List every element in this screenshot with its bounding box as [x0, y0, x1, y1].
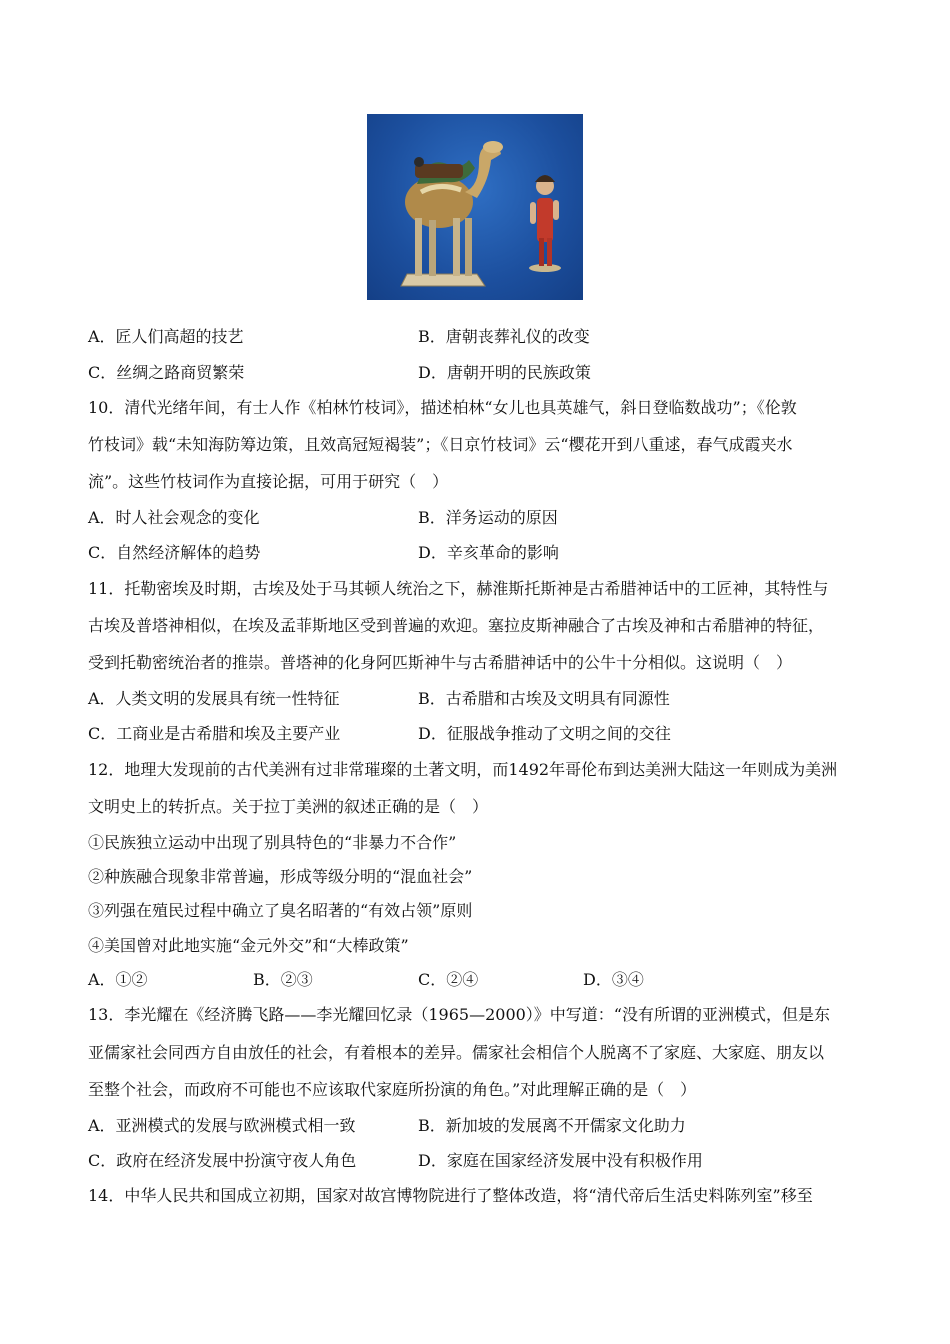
q12-option-d: D．③④: [583, 970, 644, 989]
q13-stem-line-2: 亚儒家社会同西方自由放任的社会，有着根本的差异。儒家社会相信个人脱离不了家庭、大家庭、朋友以: [88, 1043, 825, 1062]
q10-option-c: C．自然经济解体的趋势: [88, 543, 261, 562]
q12-stem-line-2: 文明史上的转折点。关于拉丁美洲的叙述正确的是（ ）: [88, 797, 489, 816]
q11-option-c: C．工商业是古希腊和埃及主要产业: [88, 724, 341, 743]
q9-option-b: B．唐朝丧葬礼仪的改变: [418, 327, 590, 346]
q11-option-b: B．古希腊和古埃及文明具有同源性: [418, 689, 670, 708]
q10-stem-line-1: 10．清代光绪年间，有士人作《柏林竹枝词》，描述柏林“女儿也具英雄气，斜日登临数战功”；《伦敦: [88, 398, 797, 417]
q11-stem-line-2: 古埃及普塔神相似，在埃及孟菲斯地区受到普遍的欢迎。塞拉皮斯神融合了古埃及神和古希腊神的特征，: [88, 616, 825, 635]
q11-stem-line-1: 11．托勒密埃及时期，古埃及处于马其顿人统治之下，赫淮斯托斯神是古希腊神话中的工匠神，其特性与: [88, 579, 829, 598]
q13-stem-line-1: 13．李光耀在《经济腾飞路——李光耀回忆录（1965—2000）》中写道：“没有所谓的亚洲模式，但是东: [88, 1005, 830, 1024]
q12-statement-4: ④美国曾对此地实施“金元外交”和“大棒政策”: [88, 936, 409, 955]
q14-stem-line-1: 14．中华人民共和国成立初期，国家对故宫博物院进行了整体改造，将“清代帝后生活史料陈列室”移至: [88, 1186, 813, 1205]
q9-option-d: D．唐朝开明的民族政策: [418, 363, 591, 382]
q11-option-d: D．征服战争推动了文明之间的交往: [418, 724, 671, 743]
q11-stem-line-3: 受到托勒密统治者的推崇。普塔神的化身阿匹斯神牛与古希腊神话中的公牛十分相似。这说明（ ）: [88, 653, 793, 672]
q10-stem-line-2: 竹枝词》载“未知海防筹边策，且效高冠短褐装”；《日京竹枝词》云“樱花开到八重逑，春气成霞夹水: [88, 435, 793, 454]
q13-option-a: A．亚洲模式的发展与欧洲模式相一致: [88, 1116, 356, 1135]
q10-option-b: B．洋务运动的原因: [418, 508, 558, 527]
q12-option-c: C．②④: [418, 970, 479, 989]
q13-option-d: D．家庭在国家经济发展中没有积极作用: [418, 1151, 703, 1170]
q12-option-b: B．②③: [253, 970, 313, 989]
q13-option-c: C．政府在经济发展中扮演守夜人角色: [88, 1151, 357, 1170]
q9-option-c: C．丝绸之路商贸繁荣: [88, 363, 245, 382]
q13-stem-line-3: 至整个社会，而政府不可能也不应该取代家庭所扮演的角色。”对此理解正确的是（ ）: [88, 1080, 697, 1099]
q12-statement-1: ①民族独立运动中出现了别具特色的“非暴力不合作”: [88, 833, 457, 852]
q12-statement-2: ②种族融合现象非常普遍，形成等级分明的“混血社会”: [88, 867, 473, 886]
q11-option-a: A．人类文明的发展具有统一性特征: [88, 689, 340, 708]
tang-sancai-camel-photo: [367, 114, 583, 300]
q10-option-d: D．辛亥革命的影响: [418, 543, 559, 562]
q10-option-a: A．时人社会观念的变化: [88, 508, 260, 527]
q9-option-a: A．匠人们高超的技艺: [88, 327, 244, 346]
q12-statement-3: ③列强在殖民过程中确立了臭名昭著的“有效占领”原则: [88, 901, 473, 920]
q12-stem-line-1: 12．地理大发现前的古代美洲有过非常璀璨的土著文明，而1492年哥伦布到达美洲大陆这一年则成为美洲: [88, 760, 838, 779]
q10-stem-line-3: 流”。这些竹枝词作为直接论据，可用于研究（ ）: [88, 472, 449, 491]
camel-figurine-illustration: [367, 114, 583, 300]
q13-option-b: B．新加坡的发展离不开儒家文化助力: [418, 1116, 686, 1135]
q12-option-a: A．①②: [88, 970, 148, 989]
